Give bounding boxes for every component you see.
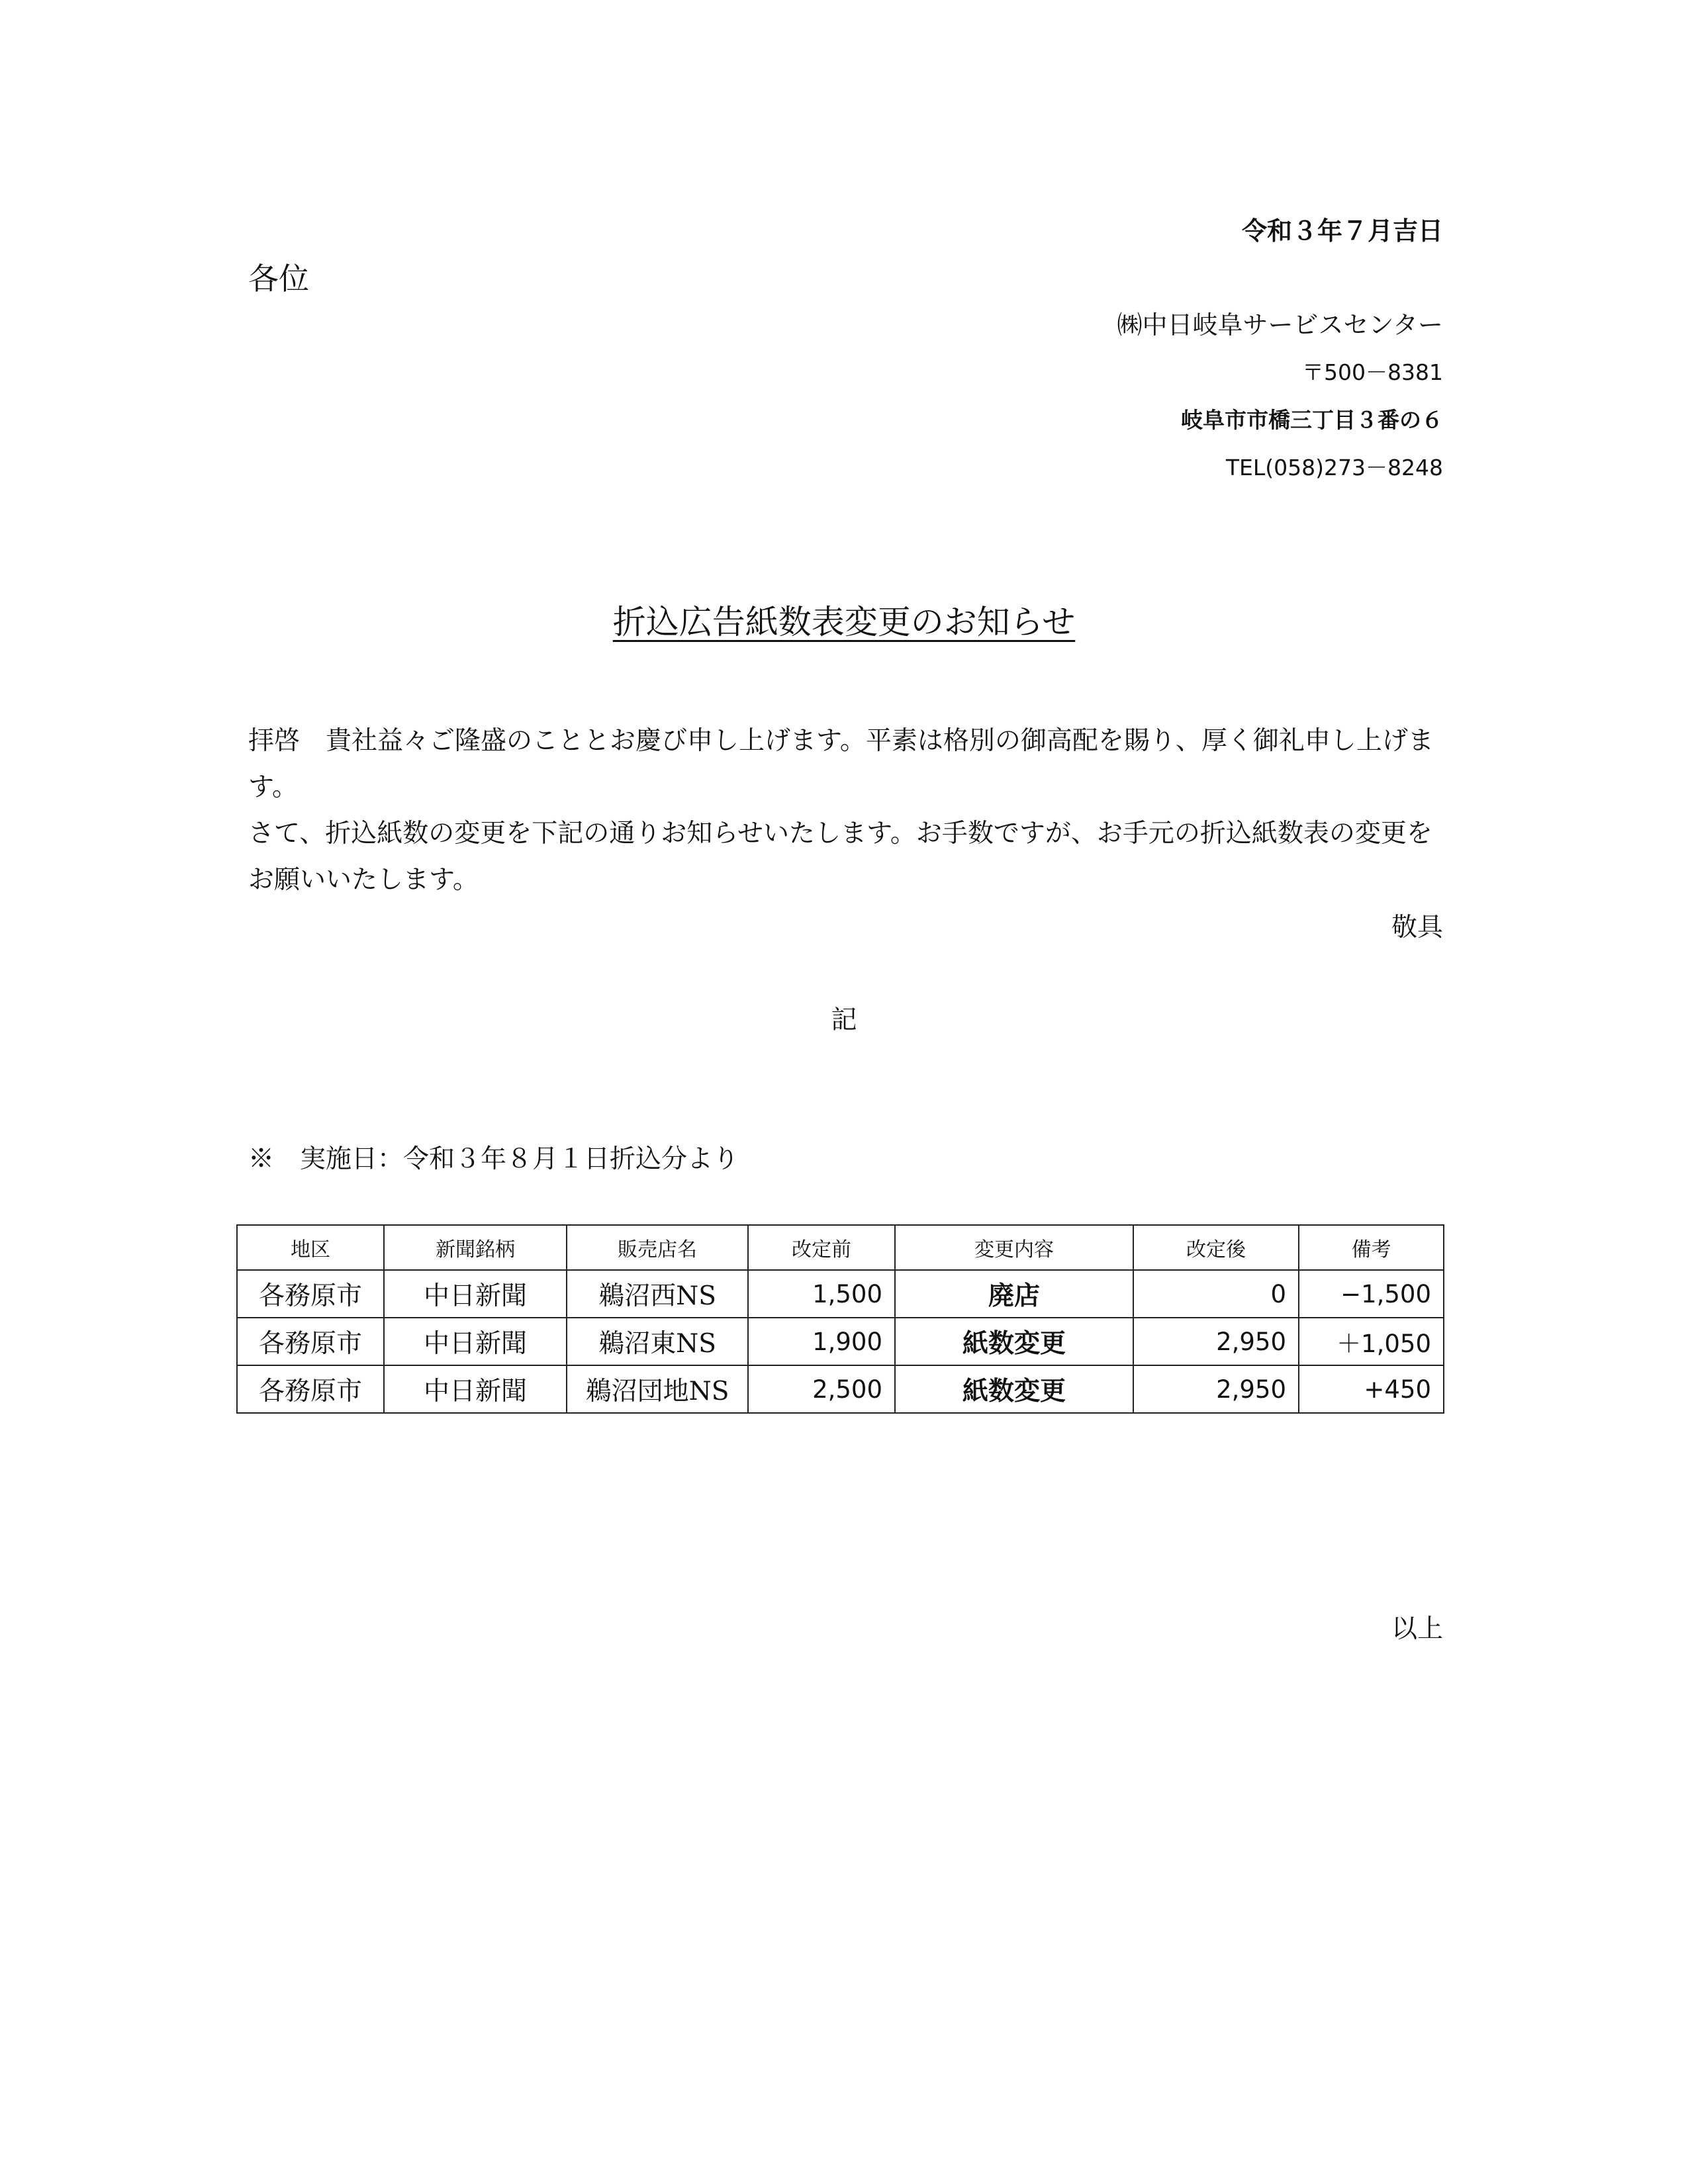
header-before: 改定前: [748, 1225, 895, 1270]
document-title-text: 折込広告紙数表変更のお知らせ: [612, 603, 1076, 641]
sender-block: [715, 301, 1443, 492]
cell-area: 各務原市: [237, 1365, 384, 1413]
document-date: 令和３年７月吉日: [1241, 216, 1443, 246]
cell-before: 1,900: [748, 1318, 895, 1365]
cell-change: 紙数変更: [895, 1365, 1133, 1413]
cell-remarks: ＋1,050: [1299, 1318, 1444, 1365]
header-change: 変更内容: [895, 1225, 1133, 1270]
greeting-paragraph: 拝啓 貴社益々ご隆盛のこととお慶び申し上げます。平素は格別の御高配を賜り、厚く御礼申し上げます。: [248, 726, 1434, 802]
cell-change: 紙数変更: [895, 1318, 1133, 1365]
change-table: [236, 1224, 1444, 1414]
cell-area: 各務原市: [237, 1318, 384, 1365]
cell-before: 2,500: [748, 1365, 895, 1413]
cell-newspaper: 中日新聞: [384, 1318, 567, 1365]
cell-after: 2,950: [1133, 1365, 1299, 1413]
table-header-row: [237, 1225, 1444, 1270]
effective-date-note: ※ 実施日：令和３年８月１日折込分より: [248, 1144, 739, 1174]
sender-tel: TEL(058)273－8248: [1225, 455, 1443, 480]
cell-after: 2,950: [1133, 1318, 1299, 1365]
cell-remarks: +450: [1299, 1365, 1444, 1413]
header-remarks: 備考: [1299, 1225, 1444, 1270]
addressee: 各位: [248, 261, 309, 296]
table-row: [237, 1318, 1444, 1365]
cell-store-name: 鵜沼団地NS: [567, 1365, 748, 1413]
sender-company: ㈱中日岐阜サービスセンター: [1117, 310, 1443, 340]
ki-mark: 記: [831, 1005, 857, 1035]
cell-newspaper: 中日新聞: [384, 1365, 567, 1413]
table-row: [237, 1365, 1444, 1413]
header-store-name: 販売店名: [567, 1225, 748, 1270]
header-newspaper: 新聞銘柄: [384, 1225, 567, 1270]
sender-postal-code: 〒500－8381: [1302, 359, 1443, 385]
cell-before: 1,500: [748, 1270, 895, 1318]
header-after: 改定後: [1133, 1225, 1299, 1270]
sender-address: 岐阜市市橋三丁目３番の６: [1181, 407, 1443, 433]
cell-newspaper: 中日新聞: [384, 1270, 567, 1318]
cell-remarks: −1,500: [1299, 1270, 1444, 1318]
document-title: [0, 596, 1688, 643]
cell-store-name: 鵜沼東NS: [567, 1318, 748, 1365]
notice-paragraph: さて、折込紙数の変更を下記の通りお知らせいたします。お手数ですが、お手元の折込紙数表の変更をお願いいたします。: [248, 819, 1432, 895]
closing-word: 敬具: [1391, 913, 1443, 942]
cell-store-name: 鵜沼西NS: [567, 1270, 748, 1318]
table-row: [237, 1270, 1444, 1318]
end-mark: 以上: [1391, 1614, 1443, 1644]
body-text: [248, 718, 1443, 903]
cell-area: 各務原市: [237, 1270, 384, 1318]
header-area: 地区: [237, 1225, 384, 1270]
cell-change: 廃店: [895, 1270, 1133, 1318]
cell-after: 0: [1133, 1270, 1299, 1318]
